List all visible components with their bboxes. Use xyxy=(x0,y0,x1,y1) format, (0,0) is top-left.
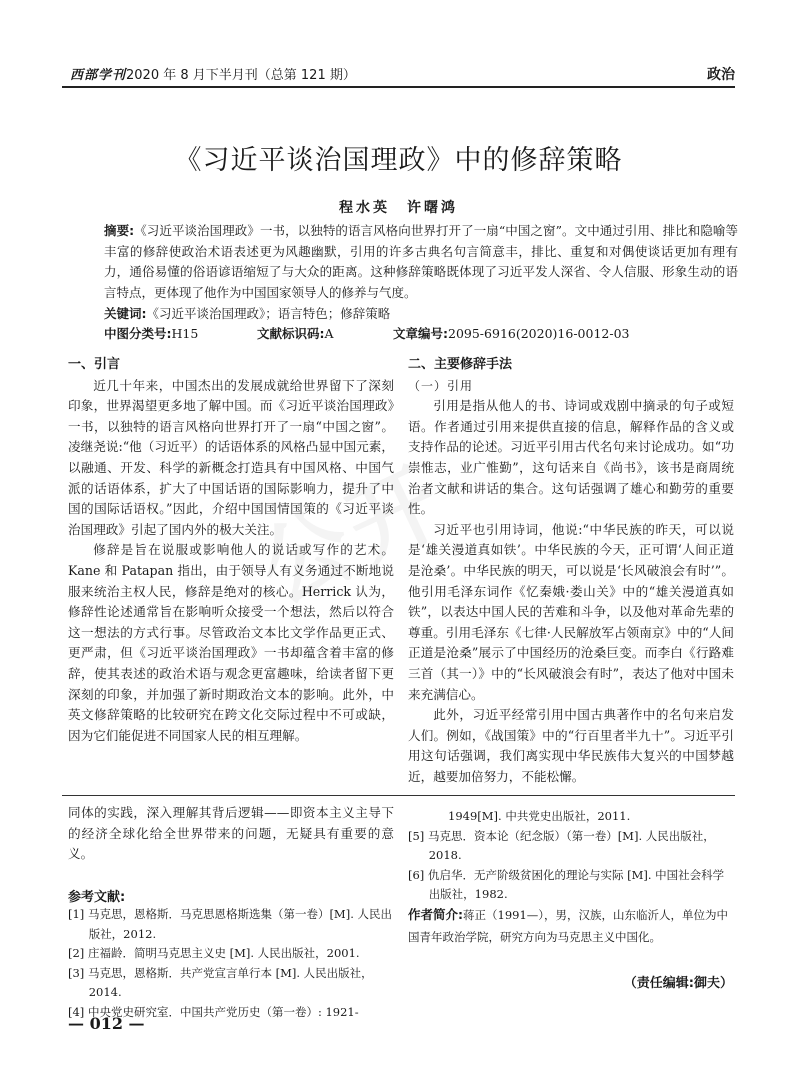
keywords xyxy=(104,304,738,324)
author-bio-text: 蒋正（1991—），男，汉族，山东临沂人，单位为中国青年政治学院，研究方向为马克思主义中国化。 xyxy=(408,908,729,944)
author-bio-label: 作者简介: xyxy=(408,907,463,922)
references-right xyxy=(408,807,734,905)
paragraph: 引用是指从他人的书、诗词或戏剧中摘录的句子或短语。作者通过引用来提供直接的信息，解释作品的含义或支持作品的论述。习近平引用古代名句来讨论成功。如“功崇惟志，业广惟勤”，这句话来自《尚书》，该书是商周统治者文献和讲话的集合。这句话强调了雄心和勤劳的重要性。 xyxy=(408,398,734,517)
article-no-field xyxy=(393,324,629,344)
paragraph: 近几十年来，中国杰出的发展成就给世界留下了深刻印象，世界渴望更多地了解中国。而《习近平谈治国理政》一书，以独特的语言风格向世界打开了一扇“中国之窗”。凌继尧说:“他（习近平）的话语体系的风格凸显中国元素，以融通、开发、科学的新概念打造具有中国风格、中国气派的话语体系，扩大了中国话语的国际影响力，提升了中国的国际话语权。”因此，介绍中国国情国策的《习近平谈治国理政》引起了国内外的极大关注。 xyxy=(68,377,394,537)
subheading-quotation: （一）引用 xyxy=(408,378,474,393)
header-divider xyxy=(62,86,735,88)
article-no-label: 文章编号: xyxy=(393,326,448,341)
doc-code-value: A xyxy=(324,326,334,341)
article-authors: 程水英 许曙鸿 xyxy=(339,200,458,216)
section-divider xyxy=(62,795,735,796)
left-column xyxy=(68,355,394,746)
journal-issue: 2020 年 8 月下半月刊（总第 121 期） xyxy=(126,68,356,83)
abstract xyxy=(104,221,738,303)
article-no-value: 2095-6916(2020)16-0012-03 xyxy=(448,326,630,341)
paragraph: 习近平也引用诗词，他说:“中华民族的昨天，可以说是‘雄关漫道真如铁’。中华民族的今天，正可谓‘人间正道是沧桑’。中华民族的明天，可以说是‘长风破浪会有时’”。他引用毛泽东词作《忆秦娥·娄山关》中的“雄关漫道真如铁”，以表达中国人民的苦难和斗争，以及他对革命先辈的尊重。引用毛泽东《七律·人民解放军占领南京》中的“人间正道是沧桑”展示了中国经历的沧桑巨变。而李白《行路难三首（其一）》中的“长风破浪会有时”，表达了他对中国未来充满信心。 xyxy=(408,521,734,702)
reference-item: [1] 马克思，恩格斯．马克思恩格斯选集（第一卷）[M]. 人民出版社，2012. xyxy=(68,907,393,941)
responsible-editor: （责任编辑:御夫） xyxy=(623,976,733,991)
abstract-label: 摘要: xyxy=(104,223,135,238)
keywords-label: 关键词: xyxy=(104,306,147,321)
abstract-text: 《习近平谈治国理政》一书，以独特的语言风格向世界打开了一扇“中国之窗”。文中通过引用、排比和隐喻等丰富的修辞使政治术语表述更为风趣幽默，引用的许多古典名句言简意丰，排比、重复和对偶使谈话更加有理有力，通俗易懂的俗语谚语缩短了与大众的距离。这种修辞策略既体现了习近平发人深省、令人信服、形象生动的语言特点，更体现了他作为中国国家领导人的修养与气度。 xyxy=(104,223,738,300)
reference-item: [2] 庄福龄．简明马克思主义史 [M]. 人民出版社，2001. xyxy=(68,946,360,960)
reference-item: [4] 中央党史研究室．中国共产党历史（第一卷）: 1921- xyxy=(68,1004,359,1019)
right-column xyxy=(408,355,734,787)
paragraph: 修辞是旨在说服或影响他人的说话或写作的艺术。Kane 和 Patapan 指出，由于领导人有义务通过不断地说服来统治主权人民，修辞是绝对的核心。Herrick 认为，修辞性论述通常旨在影响听众接受一个想法，然后以符合这一想法的方式行事。尽管政治文本比文学作品更正式、更严肃，但《习近平谈治国理政》一书却蕴含着丰富的修辞，使其表述的政治术语与观念更富趣味，给读者留下更深刻的印象，并加强了新时期政治文本的影响。此外，中英文修辞策略的比较研究在跨文化交际过程中不可或缺，因为它们能促进不同国家人民的相互理解。 xyxy=(68,542,394,743)
section-heading-rhetoric: 二、主要修辞手法 xyxy=(408,357,513,372)
reference-item: [5] 马克思．资本论（纪念版）（第一卷）[M]. 人民出版社，2018. xyxy=(408,828,715,862)
references-heading: 参考文献: xyxy=(68,890,126,905)
paragraph: 此外，习近平经常引用中国古典著作中的名句来启发人们。例如，《战国策》中的“行百里者半九十”。习近平引用这句话强调，我们离实现中华民族伟大复兴的中国梦越近，越要加倍努力，不能松懈。 xyxy=(408,707,734,784)
doc-code-label: 文献标识码: xyxy=(257,326,325,341)
reference-item: [6] 仇启华．无产阶级贫困化的理论与实际 [M]. 中国社会科学出版社，1982. xyxy=(408,867,725,901)
clc-value: H15 xyxy=(171,326,199,341)
references-left xyxy=(68,886,394,1022)
page-number: — 012 — xyxy=(68,1014,145,1033)
reference-item: [3] 马克思，恩格斯．共产党宣言单行本 [M]. 人民出版社，2014. xyxy=(68,965,373,999)
section-heading-intro: 一、引言 xyxy=(68,357,121,372)
reference-item: 1949[M]. 中共党史出版社，2011. xyxy=(448,809,631,823)
journal-name: 西部学刊 xyxy=(70,68,127,83)
doc-code-field xyxy=(257,324,334,344)
keywords-text: 《习近平谈治国理政》；语言特色；修辞策略 xyxy=(146,306,391,321)
article-title: 《习近平谈治国理政》中的修辞策略 xyxy=(174,145,623,176)
clc-field xyxy=(104,324,198,344)
continued-text xyxy=(68,803,394,865)
clc-label: 中图分类号: xyxy=(104,326,172,341)
author-bio xyxy=(408,904,734,948)
journal-header xyxy=(70,64,356,83)
continued-paragraph: 同体的实践，深入理解其背后逻辑——即资本主义主导下的经济全球化给全世界带来的问题，无疑具有重要的意义。 xyxy=(68,805,394,862)
section-label: 政治 xyxy=(707,67,735,83)
